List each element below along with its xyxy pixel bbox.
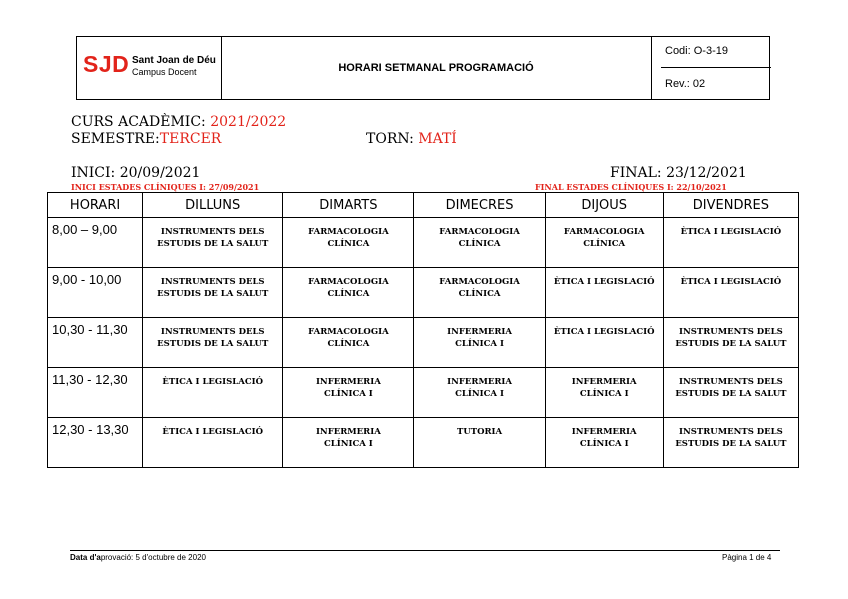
schedule-cell [414,418,545,468]
schedule-cell [143,318,283,368]
schedule-table [47,192,799,468]
schedule-cell [143,268,283,318]
schedule-cell [414,318,545,368]
schedule-cell [414,368,545,418]
subject-label: FARMACOLOGIA CLÍNICA [308,277,389,299]
subject-label: FARMACOLOGIA CLÍNICA [439,277,520,299]
schedule-cell [283,318,414,368]
subject-label: ÈTICA I LEGISLACIÓ [680,277,782,287]
subject-label: ÈTICA I LEGISLACIÓ [553,327,655,337]
document-revision: Rev.: 02 [665,78,706,90]
table-row [48,268,799,318]
approval-prefix: Data d'a [70,553,101,562]
time-slot: 12,30 - 13,30 [48,418,143,468]
inici-date: INICI: 20/09/2021 [71,165,201,181]
table-row [48,418,799,468]
final-date: FINAL: 23/12/2021 [610,165,747,181]
schedule-cell [663,318,798,368]
logo-mark: SJD [83,51,130,77]
subject-label: INFERMERIA CLÍNICA I [315,427,381,449]
schedule-cell [143,418,283,468]
logo-name: Sant Joan de Déu [132,55,216,66]
schedule-cell [414,268,545,318]
schedule-cell [545,318,663,368]
footer-divider [70,550,780,551]
schedule-cell [414,218,545,268]
subject-label: ÈTICA I LEGISLACIÓ [680,227,782,237]
col-divendres: DIVENDRES [663,193,798,218]
time-slot: 10,30 - 11,30 [48,318,143,368]
schedule-cell [545,418,663,468]
schedule-cell [283,268,414,318]
final-estades: FINAL ESTADES CLÍNIQUES I: 22/10/2021 [535,182,727,192]
schedule-cell [663,418,798,468]
curs-academic [71,114,286,130]
schedule-body [48,218,799,468]
subject-label: INSTRUMENTS DELS ESTUDIS DE LA SALUT [675,427,787,449]
col-dimecres: DIMECRES [414,193,545,218]
subject-label: INSTRUMENTS DELS ESTUDIS DE LA SALUT [675,327,787,349]
schedule-cell [143,368,283,418]
schedule-cell [663,268,798,318]
subject-label: INFERMERIA CLÍNICA I [447,377,512,399]
document-code: Codi: O-3-19 [661,37,771,68]
subject-label: FARMACOLOGIA CLÍNICA [308,327,389,349]
subject-label: FARMACOLOGIA CLÍNICA [563,227,645,249]
table-header-row [48,193,799,218]
col-dijous: DIJOUS [545,193,663,218]
subject-label: FARMACOLOGIA CLÍNICA [439,227,520,249]
schedule-cell [545,368,663,418]
semestre-value: TERCER [159,131,222,147]
col-dilluns: DILLUNS [143,193,283,218]
subject-label: TUTORIA [457,427,503,437]
schedule-cell [663,368,798,418]
semestre [71,131,221,147]
schedule-cell [545,218,663,268]
curs-label: CURS ACADÈMIC: [71,114,206,130]
time-slot: 8,00 – 9,00 [48,218,143,268]
torn [366,131,457,147]
inici-estades: INICI ESTADES CLÍNIQUES I: 27/09/2021 [71,182,260,192]
approval-date [70,553,206,562]
col-dimarts: DIMARTS [283,193,414,218]
subject-label: ÈTICA I LEGISLACIÓ [553,277,655,287]
subject-label: INFERMERIA CLÍNICA I [315,377,381,399]
schedule-cell [283,418,414,468]
schedule-cell [143,218,283,268]
subject-label: INFERMERIA CLÍNICA I [447,327,512,349]
subject-label: INSTRUMENTS DELS ESTUDIS DE LA SALUT [157,227,269,249]
logo-subtitle: Campus Docent [132,67,197,77]
subject-label: INFERMERIA CLÍNICA I [571,427,637,449]
subject-label: FARMACOLOGIA CLÍNICA [308,227,389,249]
schedule-cell [283,218,414,268]
schedule-cell [283,368,414,418]
semestre-label: SEMESTRE: [71,131,160,147]
table-row [48,318,799,368]
subject-label: INFERMERIA CLÍNICA I [571,377,637,399]
schedule-cell [545,268,663,318]
time-slot: 11,30 - 12,30 [48,368,143,418]
approval-year: de 2020 [174,553,206,562]
torn-label: TORN: [366,131,414,147]
subject-label: ÈTICA I LEGISLACIÓ [162,427,263,437]
subject-label: INSTRUMENTS DELS ESTUDIS DE LA SALUT [157,327,269,349]
schedule-cell [663,218,798,268]
col-horari: HORARI [48,193,143,218]
table-row [48,368,799,418]
subject-label: INSTRUMENTS DELS ESTUDIS DE LA SALUT [675,377,787,399]
torn-value: MATÍ [418,131,457,147]
document-title: HORARI SETMANAL PROGRAMACIÓ [221,37,652,99]
logo [77,37,222,99]
time-slot: 9,00 - 10,00 [48,268,143,318]
table-row [48,218,799,268]
curs-value: 2021/2022 [210,114,287,130]
subject-label: ÈTICA I LEGISLACIÓ [162,377,263,387]
document-header [76,36,770,100]
page-number: Pàgina 1 de 4 [722,553,772,562]
subject-label: INSTRUMENTS DELS ESTUDIS DE LA SALUT [157,277,269,299]
approval-main: provació: 5 d'octubre [100,553,175,562]
